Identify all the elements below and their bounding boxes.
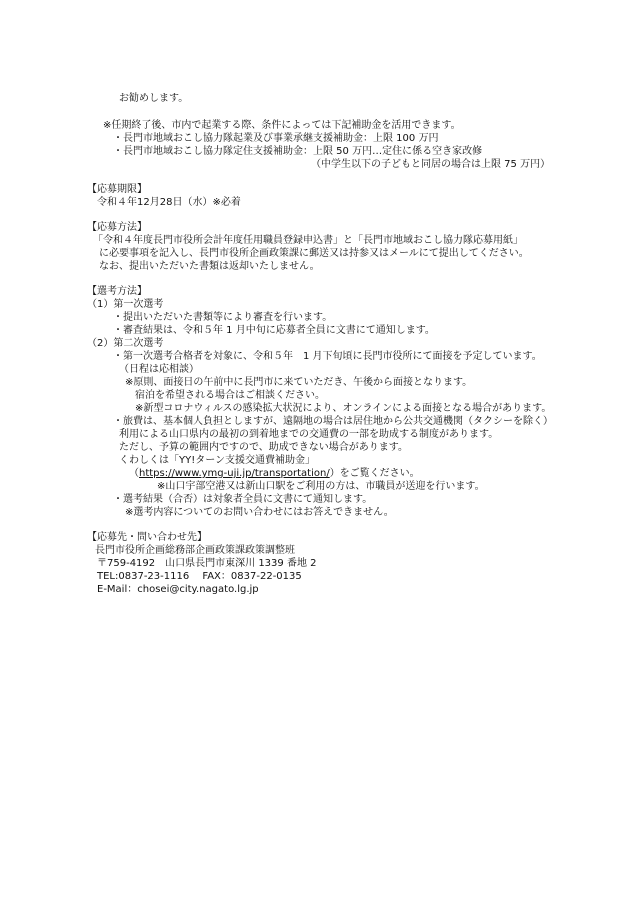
- second-selection-line-8: ただし、予算の範囲内ですので、助成できない場合があります。: [119, 442, 408, 453]
- second-selection-line-4: 宿泊を希望される場合はご相談ください。: [135, 390, 325, 401]
- second-selection-line-1: ・第一次選考合格者を対象に、令和５年 1 月下旬頃に長門市役所にて面接を予定しています。: [113, 351, 542, 362]
- second-selection-line-6: ・旅費は、基本個人負担としますが、遠隔地の場合は居住地から公共交通機関（タクシーを除く）: [113, 416, 553, 427]
- subsidy-item-2-note: （中学生以下の子どもと同居の場合は上限 75 万円）: [311, 159, 551, 170]
- email-address[interactable]: chosei@city.nagato.lg.jp: [137, 584, 259, 595]
- contact-org: 長門市役所企画総務部企画政策課政策調整班: [95, 545, 295, 556]
- url-open-paren: （: [129, 468, 139, 479]
- recommend-text: お勧めします。: [119, 93, 189, 104]
- second-selection-line-2: （日程は応相談）: [119, 364, 199, 375]
- first-selection-line-1: ・提出いただいた書類等により審査を行います。: [113, 312, 333, 323]
- method-line-1: 「令和４年度長門市役所会計年度任用職員登録申込書」と「長門市地域おこし協力隊応募用紙」: [93, 235, 523, 246]
- second-selection-line-11: ※山口宇部空港又は新山口駅をご利用の方は、市職員が送迎を行います。: [157, 481, 485, 492]
- second-selection-line-3: ※原則、面接日の午前中に長門市に来ていただき、午後から面接となります。: [125, 377, 473, 388]
- contact-address: 〒759-4192 山口県長門市東深川 1339 番地 2: [97, 558, 317, 569]
- second-selection-line-5: ※新型コロナウィルスの感染拡大状況により、オンラインによる面接となる場合があります。: [135, 403, 552, 414]
- second-selection-title: （2）第二次選考: [87, 338, 164, 349]
- second-selection-line-7: 利用による山口県内の最初の到着地までの交通費の一部を助成する制度があります。: [119, 429, 499, 440]
- method-heading: 【応募方法】: [87, 222, 147, 233]
- period-value: 令和４年12月28日（水）※必着: [97, 197, 241, 208]
- transportation-link[interactable]: https://www.ymg-uji.jp/transportation/: [139, 468, 330, 479]
- selection-heading: 【選考方法】: [87, 286, 147, 297]
- contact-email-line: [97, 583, 259, 596]
- url-close-text: ）をご覧ください。: [329, 468, 420, 479]
- email-label: E-Mail：: [97, 584, 138, 595]
- method-line-3: なお、提出いただいた書類は返却いたしません。: [99, 261, 320, 272]
- contact-heading: 【応募先・問い合わせ先】: [87, 532, 207, 543]
- second-selection-line-12: ・選考結果（合否）は対象者全員に文書にて通知します。: [113, 494, 373, 505]
- second-selection-line-13: ※選考内容についてのお問い合わせにはお答えできません。: [125, 507, 394, 518]
- first-selection-title: （1）第一次選考: [87, 299, 164, 310]
- first-selection-line-2: ・審査結果は、令和５年 1 月中旬に応募者全員に文書にて通知します。: [113, 325, 435, 336]
- subsidy-item-2: ・長門市地域おこし協力隊定住支援補助金：上限 50 万円…定住に係る空き家改修: [113, 146, 483, 157]
- period-heading: 【応募期限】: [87, 184, 147, 195]
- contact-tel-fax: TEL:0837-23-1116 FAX：0837-22-0135: [97, 571, 302, 582]
- second-selection-url-line: [129, 467, 420, 480]
- subsidy-item-1: ・長門市地域おこし協力隊起業及び事業承継支援補助金：上限 100 万円: [113, 133, 439, 144]
- subsidy-note: ※任期終了後、市内で起業する際、条件によっては下記補助金を活用できます。: [103, 120, 461, 131]
- second-selection-line-9: くわしくは「YY!ターン支援交通費補助金」: [119, 455, 316, 466]
- method-line-2: に必要事項を記入し、長門市役所企画政策課に郵送又は持参又はメールにて提出してください。: [99, 248, 529, 259]
